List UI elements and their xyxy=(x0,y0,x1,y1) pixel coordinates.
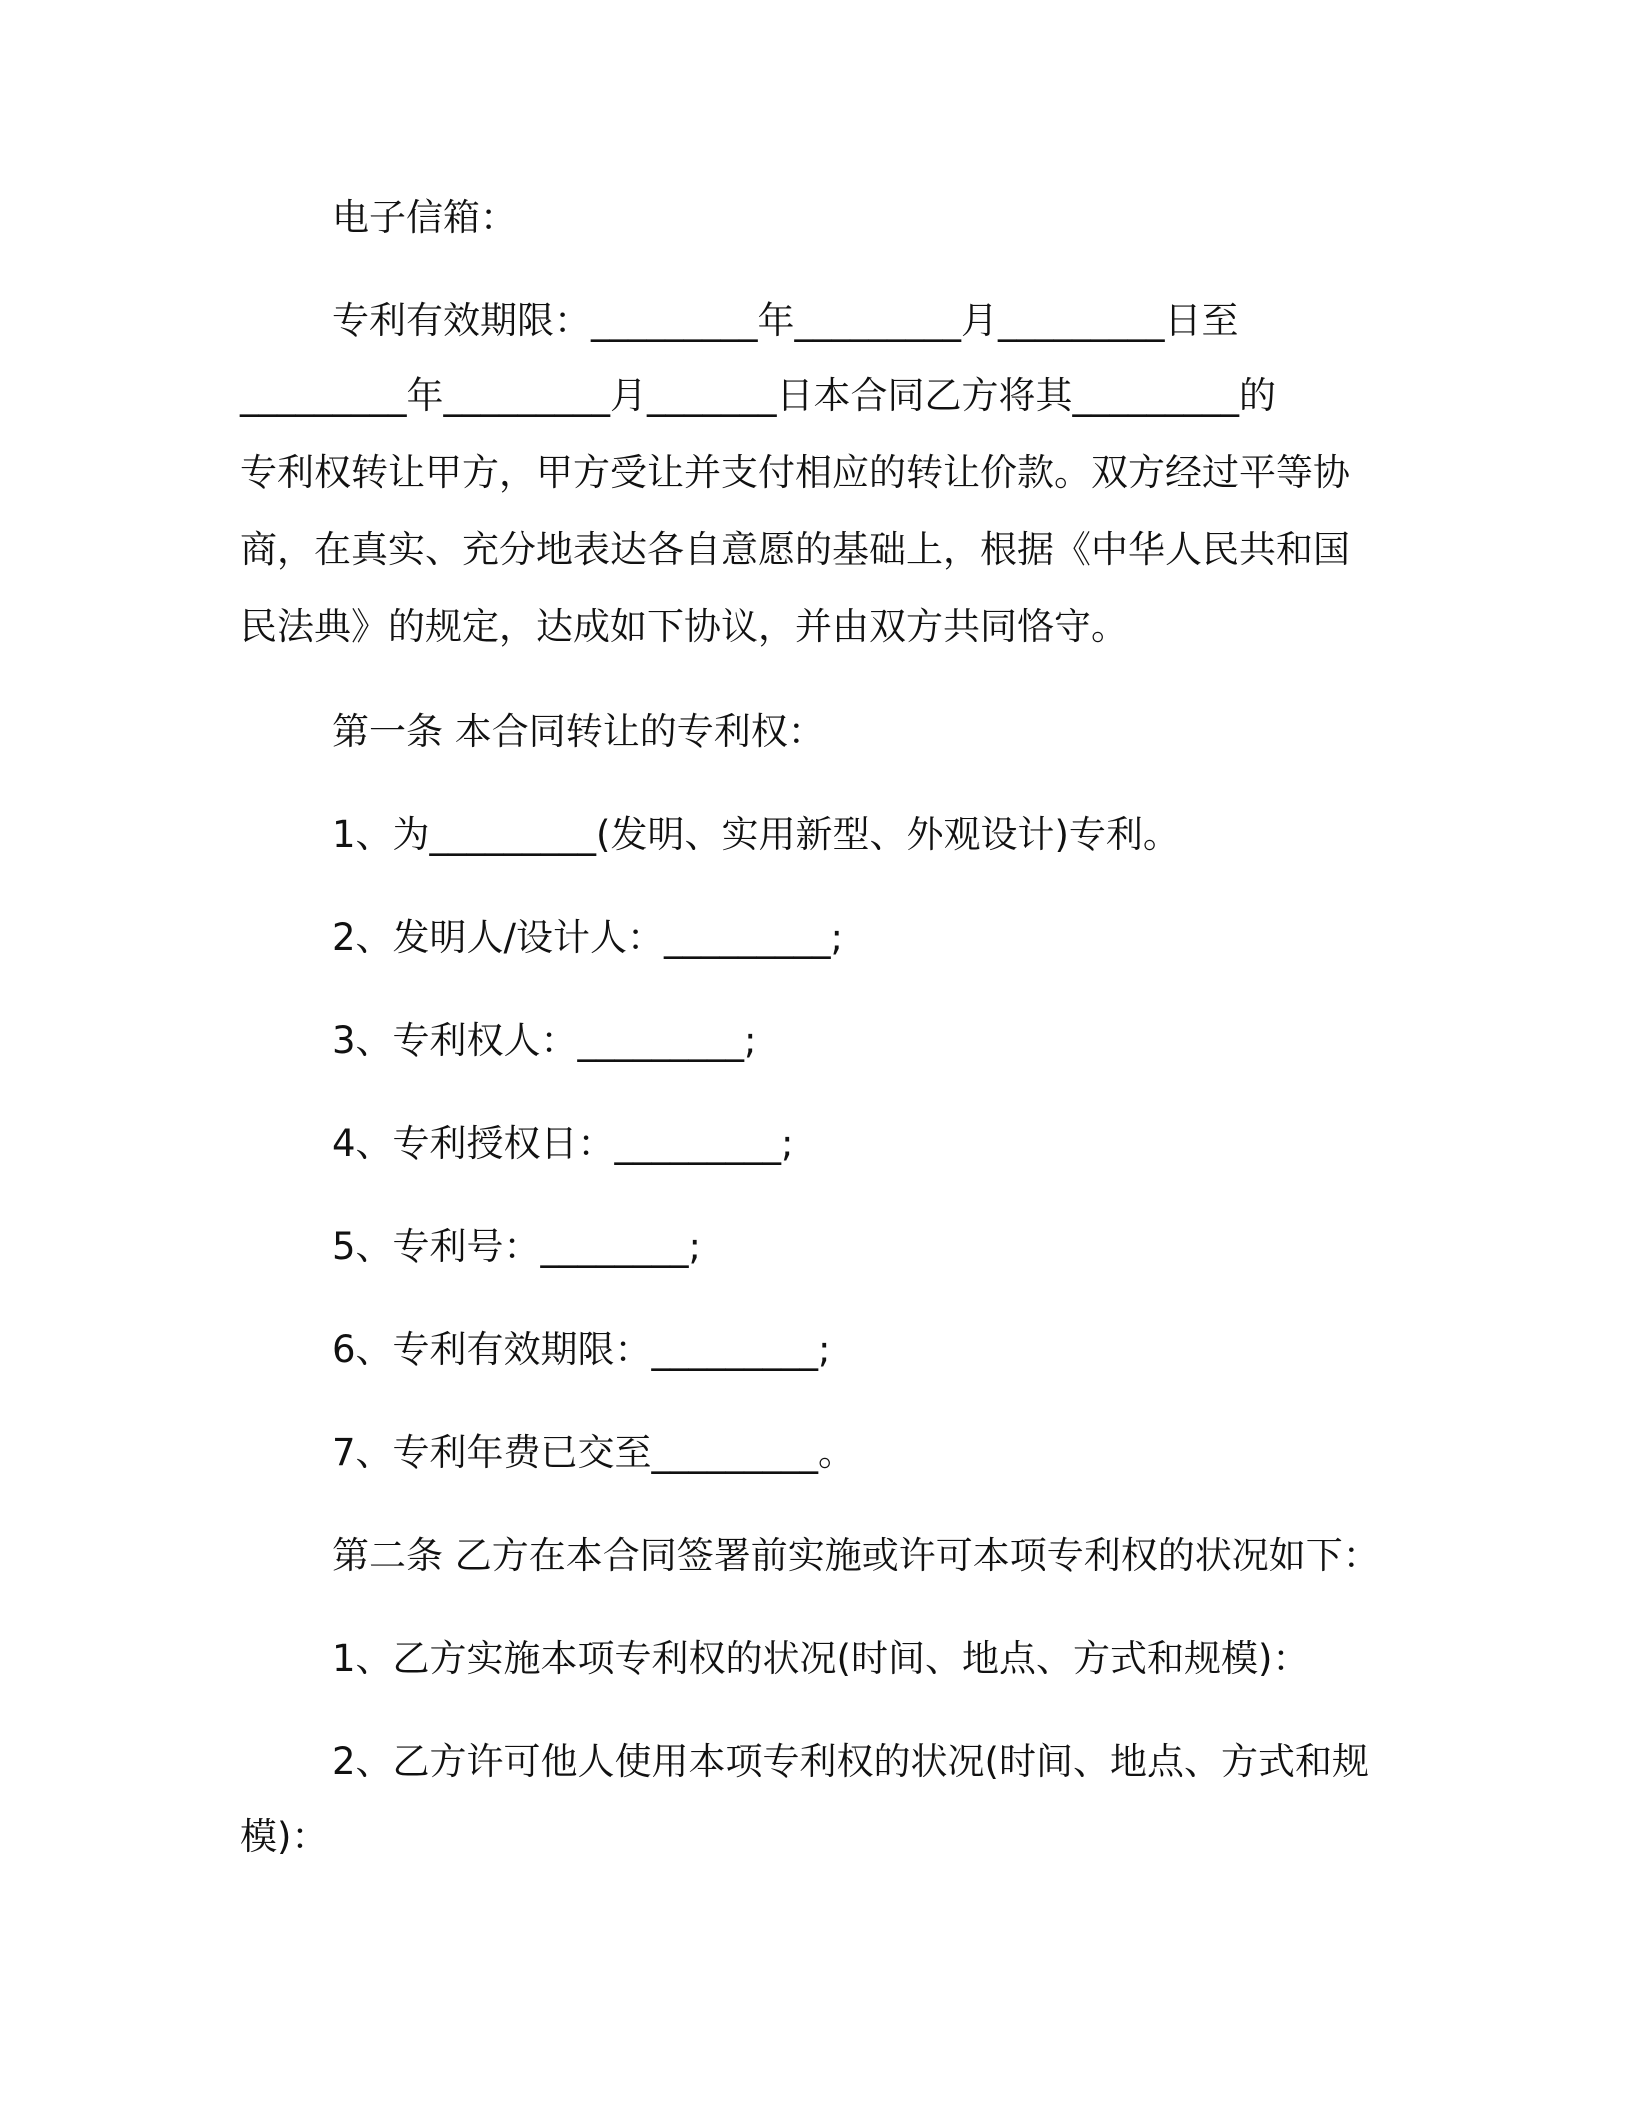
transfer-paragraph-line: 商，在真实、充分地表达各自意愿的基础上，根据《中华人民共和国 xyxy=(240,528,1350,571)
transfer-paragraph-line: 民法典》的规定，达成如下协议，并由双方共同恪守。 xyxy=(240,605,1128,648)
email-field-label: 电子信箱： xyxy=(332,196,517,239)
list-item: 6、专利有效期限：_________; xyxy=(332,1328,831,1371)
list-item: 2、乙方许可他人使用本项专利权的状况(时间、地点、方式和规 xyxy=(332,1740,1369,1783)
list-item: 7、专利年费已交至_________。 xyxy=(332,1431,856,1474)
article-two-heading: 第二条 乙方在本合同签署前实施或许可本项专利权的状况如下： xyxy=(332,1534,1380,1577)
list-item: 3、专利权人：_________; xyxy=(332,1019,757,1062)
transfer-paragraph-line: 专利权转让甲方，甲方受让并支付相应的转让价款。双方经过平等协 xyxy=(240,451,1350,494)
list-item: 1、为_________(发明、实用新型、外观设计)专利。 xyxy=(332,813,1180,856)
list-item: 2、发明人/设计人：_________; xyxy=(332,916,843,959)
list-item-continuation: 模)： xyxy=(240,1815,329,1858)
list-item: 5、专利号：________; xyxy=(332,1225,702,1268)
list-item: 4、专利授权日：_________; xyxy=(332,1122,794,1165)
patent-validity-line: 专利有效期限：_________年_________月_________日至 xyxy=(332,299,1239,342)
list-item: 1、乙方实施本项专利权的状况(时间、地点、方式和规模)： xyxy=(332,1637,1310,1680)
article-one-heading: 第一条 本合同转让的专利权： xyxy=(332,710,825,753)
date-range-line: _________年_________月_______日本合同乙方将其_________的 xyxy=(240,374,1276,417)
